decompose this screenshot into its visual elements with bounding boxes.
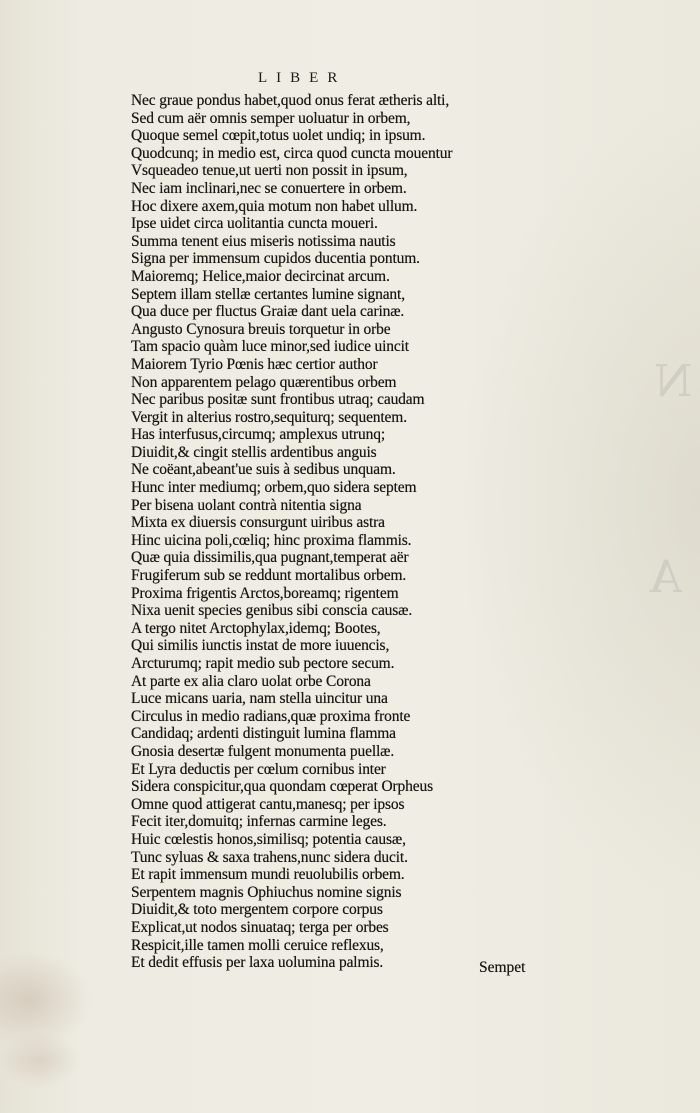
- verse-line: Omne quod attigerat cantu,manesq; per ipsos: [131, 795, 405, 813]
- catchword: Sempet: [479, 959, 526, 976]
- verse-line: Proxima frigentis Arctos,boreamq; rigentem: [131, 584, 399, 602]
- verse-line: Maioremq; Helice,maior decircinat arcum.: [131, 267, 390, 285]
- bleed-through-initial-a: A: [650, 552, 682, 603]
- verse-line: Diuidit,& cingit stellis ardentibus anguis: [131, 443, 377, 461]
- verse-line: Nec graue pondus habet,quod onus ferat ætheris alti,: [131, 92, 450, 109]
- verse-line: Sidera conspicitur,qua quondam cœperat Orpheus: [131, 778, 433, 796]
- verse-line: Nec iam inclinari,nec se conuertere in orbem.: [131, 179, 407, 197]
- verse-line: Explicat,ut nodos sinuataq; terga per orbes: [131, 918, 389, 936]
- verse-line: Et dedit effusis per laxa uolumina palmis.: [131, 954, 384, 972]
- verse-line: Fecit iter,domuitq; infernas carmine leges.: [131, 813, 387, 831]
- verse-line: Frugiferum sub se reddunt mortalibus orbem.: [131, 567, 407, 585]
- verse-line: Circulus in medio radians,quæ proxima fronte: [131, 707, 411, 725]
- verse-line: Tam spacio quàm luce minor,sed iudice uincit: [131, 338, 409, 356]
- verse-line: Nec paribus positæ sunt frontibus utraq; caudam: [131, 391, 425, 409]
- verse-line: Huic cœlestis honos,similisq; potentia causæ,: [131, 830, 406, 848]
- verse-line: Hunc inter mediumq; orbem,quo sidera septem: [131, 479, 417, 497]
- verse-line: Et Lyra deductis per cœlum cornibus inter: [131, 760, 386, 778]
- verse-line: Quæ quia dissimilis,qua pugnant,temperat aër: [131, 549, 409, 567]
- verse-line: Summa tenent eius miseris notissima nautis: [131, 232, 396, 250]
- verse-line: Nixa uenit species genibus sibi conscia causæ.: [131, 602, 413, 620]
- verse-line: Luce micans uaria, nam stella uincitur una: [131, 690, 388, 708]
- verse-text-block: [131, 92, 571, 972]
- verse-line: Arcturumq; rapit medio sub pectore secum.: [131, 655, 395, 672]
- verse-line: Per bisena uolant contrà nitentia signa: [131, 496, 362, 514]
- verse-line: Angusto Cynosura breuis torquetur in orbe: [131, 320, 391, 338]
- verse-line: Vsqueadeo tenue,ut uerti non possit in ipsum,: [131, 162, 408, 180]
- verse-line: Ipse uidet circa uolitantia cuncta moueri.: [131, 215, 378, 233]
- verse-line: Sed cum aër omnis semper uoluatur in orbem,: [131, 109, 411, 127]
- verse-line: Ne coëant,abeant'ue suis à sedibus unquam.: [131, 461, 396, 479]
- verse-line: Non apparentem pelago quærentibus orbem: [131, 373, 397, 391]
- verse-line: Maiorem Tyrio Pœnis hæc certior author: [131, 355, 378, 373]
- verse-line: Vergit in alterius rostro,sequiturq; sequentem.: [131, 408, 407, 426]
- verse-line: Qua duce per fluctus Graiæ dant uela carinæ.: [131, 303, 405, 321]
- verse-line: Candidaq; ardenti distinguit lumina flamma: [131, 725, 396, 743]
- verse-line: Diuidit,& toto mergentem corpore corpus: [131, 901, 383, 919]
- verse-line: Respicit,ille tamen molli ceruice reflexus,: [131, 936, 384, 954]
- verse-line: Hoc dixere axem,quia motum non habet ullum.: [131, 197, 418, 215]
- bleed-through-initial-n: N: [654, 356, 693, 407]
- verse-line: Et rapit immensum mundi reuolubilis orbem.: [131, 866, 405, 884]
- verse-line: Signa per immensum cupidos ducentia pontum.: [131, 250, 420, 268]
- verse-line: Quoque semel cœpit,totus uolet undiq; in ipsum.: [131, 127, 426, 145]
- running-head: LIBER: [258, 70, 347, 86]
- verse-line: Septem illam stellæ certantes lumine signant,: [131, 285, 405, 303]
- verse-line: Mixta ex diuersis consurgunt uiribus astra: [131, 514, 385, 532]
- verse-line: Qui similis iunctis instat de more iuuencis,: [131, 637, 390, 655]
- verse-line: Has interfusus,circumq; amplexus utrunq;: [131, 426, 386, 444]
- verse-line: A tergo nitet Arctophylax,idemq; Bootes,: [131, 619, 381, 637]
- verse-line: Quodcunq; in medio est, circa quod cuncta mouentur: [131, 144, 453, 162]
- verse-line: Tunc syluas & saxa trahens,nunc sidera ducit.: [131, 848, 408, 866]
- verse-line: Serpentem magnis Ophiuchus nomine signis: [131, 883, 402, 901]
- verse-line: Hinc uicina poli,cœliq; hinc proxima flammis.: [131, 531, 412, 549]
- verse-line: Gnosia desertæ fulgent monumenta puellæ.: [131, 742, 395, 760]
- verse-line: At parte ex alia claro uolat orbe Corona: [131, 672, 371, 690]
